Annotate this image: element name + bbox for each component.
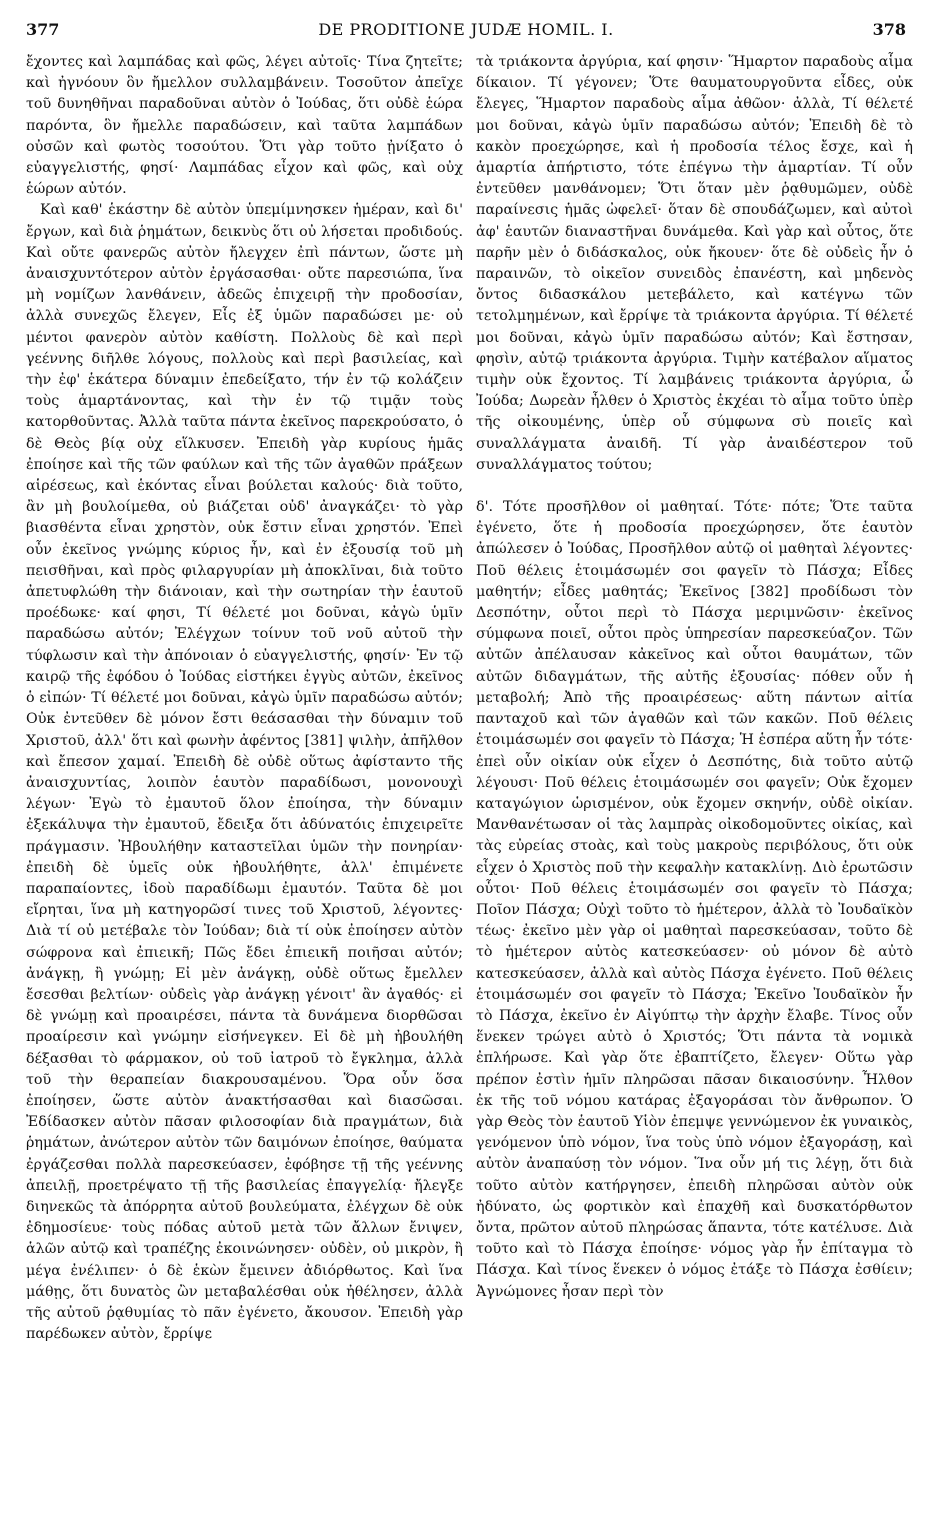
right-column — [476, 52, 913, 1522]
left-paragraph: Καὶ καθ' ἑκάστην δὲ αὐτὸν ὑπεμίμνησκεν ἡμέραν, καὶ δι' ἔργων, καὶ διὰ ῥημάτων, δεικνὺς ὅτι οὐ λήσεται προδιδούς. Καὶ οὔτε φανερῶς αὐτὸν ἤλεγχεν ἐπὶ πάντων, ὥστε μὴ ἀναισχυντότερον αὐτὸν ἐργάσασθαι· οὔτε παρεσιώπα, ἵνα μὴ νομίζων λανθάνειν, ἀδεῶς ἐπιχειρῇ τὴν προδοσίαν, ἀλλὰ συνεχῶς ἔλεγεν, Εἷς ἐξ ὑμῶν παραδώσει με· οὐ μέντοι φανερὸν αὐτὸν καθίστη. Πολλοὺς δὲ καὶ περὶ γεέννης διῆλθε λόγους, πολλοὺς καὶ περὶ βασιλείας, καὶ τὴν ἐφ' ἑκάτερα δύναμιν ἐπεδείξατο, τήν ἐν τῷ κολάζειν τοὺς ἁμαρτάνοντας, καὶ τὴν ἐν τῷ τιμᾷν τοὺς κατορθοῦντας. Ἀλλὰ ταῦτα πάντα ἐκεῖνος παρεκρούσατο, ὁ δὲ Θεὸς βίᾳ οὐχ εἵλκυσεν. Ἐπειδὴ γὰρ κυρίους ἡμᾶς ἐποίησε καὶ τῆς τῶν φαύλων καὶ τῆς τῶν ἀγαθῶν πράξεων αἱρέσεως, καὶ ἑκόντας εἶναι βούλεται καλούς· διὰ τοῦτο, ἂν μὴ βουλοίμεθα, οὐ βιάζεται οὐδ' ἀναγκάζει· τὸ γὰρ βιασθέντα εἶναι χρηστὸν, οὐκ ἔστιν εἶναι χρηστόν. Ἐπεὶ οὖν ἐκεῖνος γνώμης κύριος ἦν, καὶ ἐν ἐξουσίᾳ τοῦ μὴ πεισθῆναι, καὶ πρὸς φιλαργυρίαν μὴ ἀποκλῖναι, διὰ τοῦτο ἀπετυφλώθη τὴν διάνοιαν, καὶ τὴν σωτηρίαν τὴν ἑαυτοῦ προέδωκε· καί φησι, Τί θέλετέ μοι δοῦναι, κἀγὼ ὑμῖν παραδώσω αὐτόν; Ἐλέγχων τοίνυν τοῦ νοῦ αὐτοῦ τὴν τύφλωσιν καὶ τὴν ἀπόνοιαν ὁ εὐαγγελιστής, φησίν· Ἐν τῷ καιρῷ τῆς ἐφόδου ὁ Ἰούδας εἱστήκει ἐγγὺς αὐτῶν, ἐκεῖνος ὁ εἰπών· Τί θέλετέ μοι δοῦναι, κἀγὼ ὑμῖν παραδώσω αὐτόν; Οὐκ ἐντεῦθεν δὲ μόνον ἔστι θεάσασθαι τὴν δύναμιν τοῦ Χριστοῦ, ἀλλ' ὅτι καὶ φωνὴν ἀφέντος [381] ψιλὴν, ἀπῆλθον καὶ ἔπεσον χαμαί. Ἐπειδὴ δὲ οὐδὲ οὕτως ἀφίσταντο τῆς ἀναισχυντίας, λοιπὸν ἑαυτὸν παραδίδωσι, μονονουχὶ λέγων· Ἐγὼ τὸ ἐμαυτοῦ ὅλον ἐποίησα, τὴν δύναμιν ἐξεκάλυψα τὴν ἐμαυτοῦ, ἔδειξα ὅτι ἀδύνατόις ἐπιχειρεῖτε πράγμασιν. Ἠβουλήθην καταστεῖλαι ὑμῶν τὴν πονηρίαν· ἐπειδὴ δὲ ὑμεῖς οὐκ ἠβουλήθητε, ἀλλ' ἐπιμένετε παραπαίοντες, ἰδοὺ παραδίδωμι ἐμαυτόν. Ταῦτα δὲ μοι εἴρηται, ἵνα μὴ κατηγορῶσί τινες τοῦ Χριστοῦ, λέγοντες· Διὰ τί οὐ μετέβαλε τὸν Ἰούδαν; διὰ τί οὐκ ἐποίησεν αὐτὸν σώφρονα καὶ ἐπιεικῆ; Πῶς ἔδει ἐπιεικῆ ποιῆσαι αὐτόν; ἀνάγκῃ, ἢ γνώμῃ; Εἰ μὲν ἀνάγκῃ, οὐδὲ οὕτως ἔμελλεν ἔσεσθαι βελτίων· οὐδεὶς γὰρ ἀνάγκῃ γένοιτ' ἂν ἀγαθός· εἰ δὲ γνώμῃ καὶ προαιρέσει, πάντα τὰ δυνάμενα διορθῶσαι προαίρεσιν καὶ γνώμην εἰσήνεγκεν. Εἰ δὲ μὴ ἠβουλήθη δέξασθαι τὸ φάρμακον, οὐ τοῦ ἰατροῦ τὸ ἔγκλημα, ἀλλὰ τοῦ τὴν θεραπείαν διακρουσαμένου. Ὅρα οὖν ὅσα ἐποίησεν, ὥστε αὐτὸν ἀνακτήσασθαι καὶ διασῶσαι. Ἐδίδασκεν αὐτὸν πᾶσαν φιλοσοφίαν διὰ πραγμάτων, διὰ ῥημάτων, ἀνώτερον αὐτὸν τῶν δαιμόνων ἐποίησε, θαύματα ἐργάζεσθαι πολλὰ παρεσκεύασεν, ἐφόβησε τῇ τῆς γεέννης ἀπειλῇ, προετρέψατο τῇ τῆς βασιλείας ἐπαγγελίᾳ· ἤλεγξε διηνεκῶς τὰ ἀπόρρητα αὐτοῦ βουλεύματα, ἐλέγχων δὲ οὐκ ἐδημοσίευε· τοὺς πόδας αὐτοῦ μετὰ τῶν ἄλλων ἔνιψεν, ἁλῶν αὐτῷ καὶ τραπέζης ἐκοινώνησεν· οὐδὲν, οὐ μικρὸν, ἢ μέγα ἐνέλιπεν· ὁ δὲ ἑκὼν ἔμεινεν ἀδιόρθωτος. Καὶ ἵνα μάθῃς, ὅτι δυνατὸς ὢν μεταβαλέσθαι οὐκ ἠθέλησεν, ἀλλὰ τῆς αὐτοῦ ῥᾳθυμίας τὸ πᾶν ἐγένετο, ἄκουσον. Ἐπειδὴ γὰρ παρέδωκεν αὐτὸν, ἔρρίψε — [26, 202, 463, 1343]
right-paragraph: δ'. Τότε προσῆλθον οἱ μαθηταί. Τότε· πότε; Ὅτε ταῦτα ἐγένετο, ὅτε ἡ προδοσία προεχώρησεν, ὅτε ἑαυτὸν ἀπώλεσεν ὁ Ἰούδας, Προσῆλθον αὐτῷ οἱ μαθηταὶ λέγοντες· Ποῦ θέλεις ἑτοιμάσωμέν σοι φαγεῖν τὸ Πάσχα; Εἶδες μαθητήν; εἶδες μαθητάς; Ἐκεῖνος [382] προδίδωσι τὸν Δεσπότην, οὗτοι περὶ τὸ Πάσχα μεριμνῶσιν· ἐκεῖνος σύμφωνα ποιεῖ, οὗτοι πρὸς ὑπηρεσίαν παρεσκεύαζον. Τῶν αὐτῶν ἀπέλαυσαν κἀκεῖνος καὶ οὗτοι θαυμάτων, τῶν αὐτῶν διδαγμάτων, τῆς αὐτῆς ἐξουσίας· πόθεν οὖν ἡ μεταβολή; Ἀπὸ τῆς προαιρέσεως· αὕτη πάντων αἰτία πανταχοῦ καὶ τῶν ἀγαθῶν καὶ τῶν κακῶν. Ποῦ θέλεις ἑτοιμάσωμέν σοι φαγεῖν τὸ Πάσχα; Ἡ ἑσπέρα αὕτη ἦν τότε· ἐπεὶ οὖν οἰκίαν οὐκ εἶχεν ὁ Δεσπότης, διὰ τοῦτο αὐτῷ λέγουσι· Ποῦ θέλεις ἑτοιμάσωμέν σοι φαγεῖν; Οὐκ ἔχομεν καταγώγιον ὡρισμένον, οὐκ ἔχομεν σκηνήν, οὐδὲ οἰκίαν. Μανθανέτωσαν οἱ τὰς λαμπρὰς οἰκοδομοῦντες οἰκίας, καὶ τὰς εὐρείας στοὰς, καὶ τοὺς μακροὺς περιβόλους, ὅτι οὐκ εἶχεν ὁ Χριστὸς ποῦ τὴν κεφαλὴν κατακλίνῃ. Διὸ ἐρωτῶσιν οὗτοι· Ποῦ θέλεις ἑτοιμάσωμέν σοι φαγεῖν τὸ Πάσχα; Ποῖον Πάσχα; Οὐχὶ τοῦτο τὸ ἡμέτερον, ἀλλὰ τὸ Ἰουδαϊκὸν τέως· ἐκεῖνο μὲν γὰρ οἱ μαθηταὶ παρεσκεύασαν, τοῦτο δὲ τὸ ἡμέτερον αὐτὸς κατεσκεύασεν· οὐ μόνον δὲ αὐτὸ κατεσκεύασεν, ἀλλὰ καὶ αὐτὸς Πάσχα ἐγένετο. Ποῦ θέλεις ἑτοιμάσωμέν σοι φαγεῖν τὸ Πάσχα; Ἐκεῖνο Ἰουδαϊκὸν ἦν τὸ Πάσχα, ἐκεῖνο ἐν Αἰγύπτῳ τὴν ἀρχὴν ἔλαβε. Τίνος οὖν ἕνεκεν τρώγει αὐτὸ ὁ Χριστός; Ὅτι πάντα τὰ νομικὰ ἐπλήρωσε. Καὶ γὰρ ὅτε ἐβαπτίζετο, ἔλεγεν· Οὕτω γὰρ πρέπον ἐστὶν ἡμῖν πληρῶσαι πᾶσαν δικαιοσύνην. Ἦλθον ἐκ τῆς τοῦ νόμου κατάρας ἐξαγοράσαι τὸν ἄνθρωπον. Ὁ γὰρ Θεὸς τὸν ἑαυτοῦ Υἱὸν ἐπεμψε γεννώμενον ἐκ γυναικὸς, γενόμενον ὑπὸ νόμον, ἵνα τοὺς ὑπὸ νόμον ἐξαγοράσῃ, καὶ αὐτὸν ἀναπαύσῃ τὸν νόμον. Ἵνα οὖν μή τις λέγῃ, ὅτι διὰ τοῦτο αὐτὸν κατήργησεν, ἐπειδὴ πληρῶσαι αὐτὸν οὐκ ἠδύνατο, ὡς φορτικὸν καὶ ἐπαχθῆ καὶ δυσκατόρθωτον ὄντα, πρῶτον αὐτοῦ πληρώσας ἅπαντα, τότε κατέλυσε. Διὰ τοῦτο καὶ τὸ Πάσχα ἐποίησε· νόμος γὰρ ἦν ἐπίταγμα τὸ Πάσχα. Καὶ τίνος ἕνεκεν ὁ νόμος ἐτάξε τὸ Πάσχα ἐσθίειν; Ἀγνώμονες ἦσαν περὶ τὸν — [476, 499, 913, 1300]
left-column — [26, 52, 463, 1522]
page-number-right: 378 — [872, 20, 906, 39]
left-paragraph: ἔχοντες καὶ λαμπάδας καὶ φῶς, λέγει αὐτοῖς· Τίνα ζητεῖτε; καὶ ἠγνόουν ὃν ἤμελλον συλλαμβάνειν. Τοσοῦτον ἀπεῖχε τοῦ δυνηθῆναι παραδοῦναι αὐτὸν ὁ Ἰούδας, ὅτι οὐδὲ ἑώρα παρόντα, ὃν ἤμελλε παραδώσειν, καὶ ταῦτα λαμπάδων οὐσῶν καὶ φωτὸς τοσούτου. Ὅτι γὰρ τοῦτο ᾐνίξατο ὁ εὐαγγελιστής, φησί· Λαμπάδας εἶχον καὶ φῶς, καὶ οὐχ ἑώρων αὐτόν. — [26, 54, 463, 198]
section-gap — [476, 476, 913, 497]
right-paragraph: τὰ τριάκοντα ἀργύρια, καί φησιν· Ἥμαρτον παραδοὺς αἷμα δίκαιον. Τί γέγονεν; Ὅτε θαυματουργοῦντα εἶδες, οὐκ ἔλεγες, Ἥμαρτον παραδοὺς αἷμα ἀθῶον· ἀλλὰ, Τί θέλετέ μοι δοῦναι, κἀγὼ ὑμῖν παραδώσω αὐτόν; Ἐπειδὴ δὲ τὸ κακὸν προεχώρησε, καὶ ἡ προδοσία τέλος ἔσχε, καὶ ἡ ἁμαρτία ἀπήρτιστο, τότε ἐπέγνω τὴν ἁμαρτίαν. Τί οὖν ἐντεῦθεν μανθάνομεν; Ὅτι ὅταν μὲν ῥᾳθυμῶμεν, οὐδὲ παραίνεσις ἡμᾶς ὠφελεῖ· ὅταν δὲ σπουδάζωμεν, καὶ αὐτοὶ ἀφ' ἑαυτῶν διαναστῆναι δυνάμεθα. Καὶ γὰρ καὶ οὗτος, ὅτε παρῆν μὲν ὁ διδάσκαλος, οὐκ ἤκουεν· ὅτε δὲ οὐδεὶς ἦν ὁ παραινῶν, τὸ οἰκεῖον συνειδὸς ἐπανέστη, καὶ μηδενὸς ὄντος διδασκάλου μετεβάλετο, καὶ κατέγνω τῶν τετολμημένων, καὶ ἔρρίψε τὰ τριάκοντα ἀργύρια. Τί θέλετέ μοι δοῦναι, κἀγὼ ὑμῖν παραδώσω αὐτόν; Καὶ ἔστησαν, φησὶν, αὐτῷ τριάκοντα ἀργύρια. Τιμὴν κατέβαλον αἵματος τιμὴν οὐκ ἔχοντος. Τί λαμβάνεις τριάκοντα ἀργύρια, ὦ Ἰούδα; Δωρεὰν ἦλθεν ὁ Χριστὸς ἐκχέαι τὸ αἷμα τοῦτο ὑπὲρ τῆς οἰκουμένης, ὑπὲρ οὗ σύμφωνα σὺ ποιεῖς καὶ συναλλάγματα ἀναιδῆ. Τί γὰρ ἀναιδέστερον τοῦ συναλλάγματος τούτου; — [476, 54, 913, 473]
running-header — [26, 20, 906, 44]
page-number-left: 377 — [26, 20, 60, 39]
running-title: DE PRODITIONE JUDÆ HOMIL. I. — [318, 20, 614, 39]
